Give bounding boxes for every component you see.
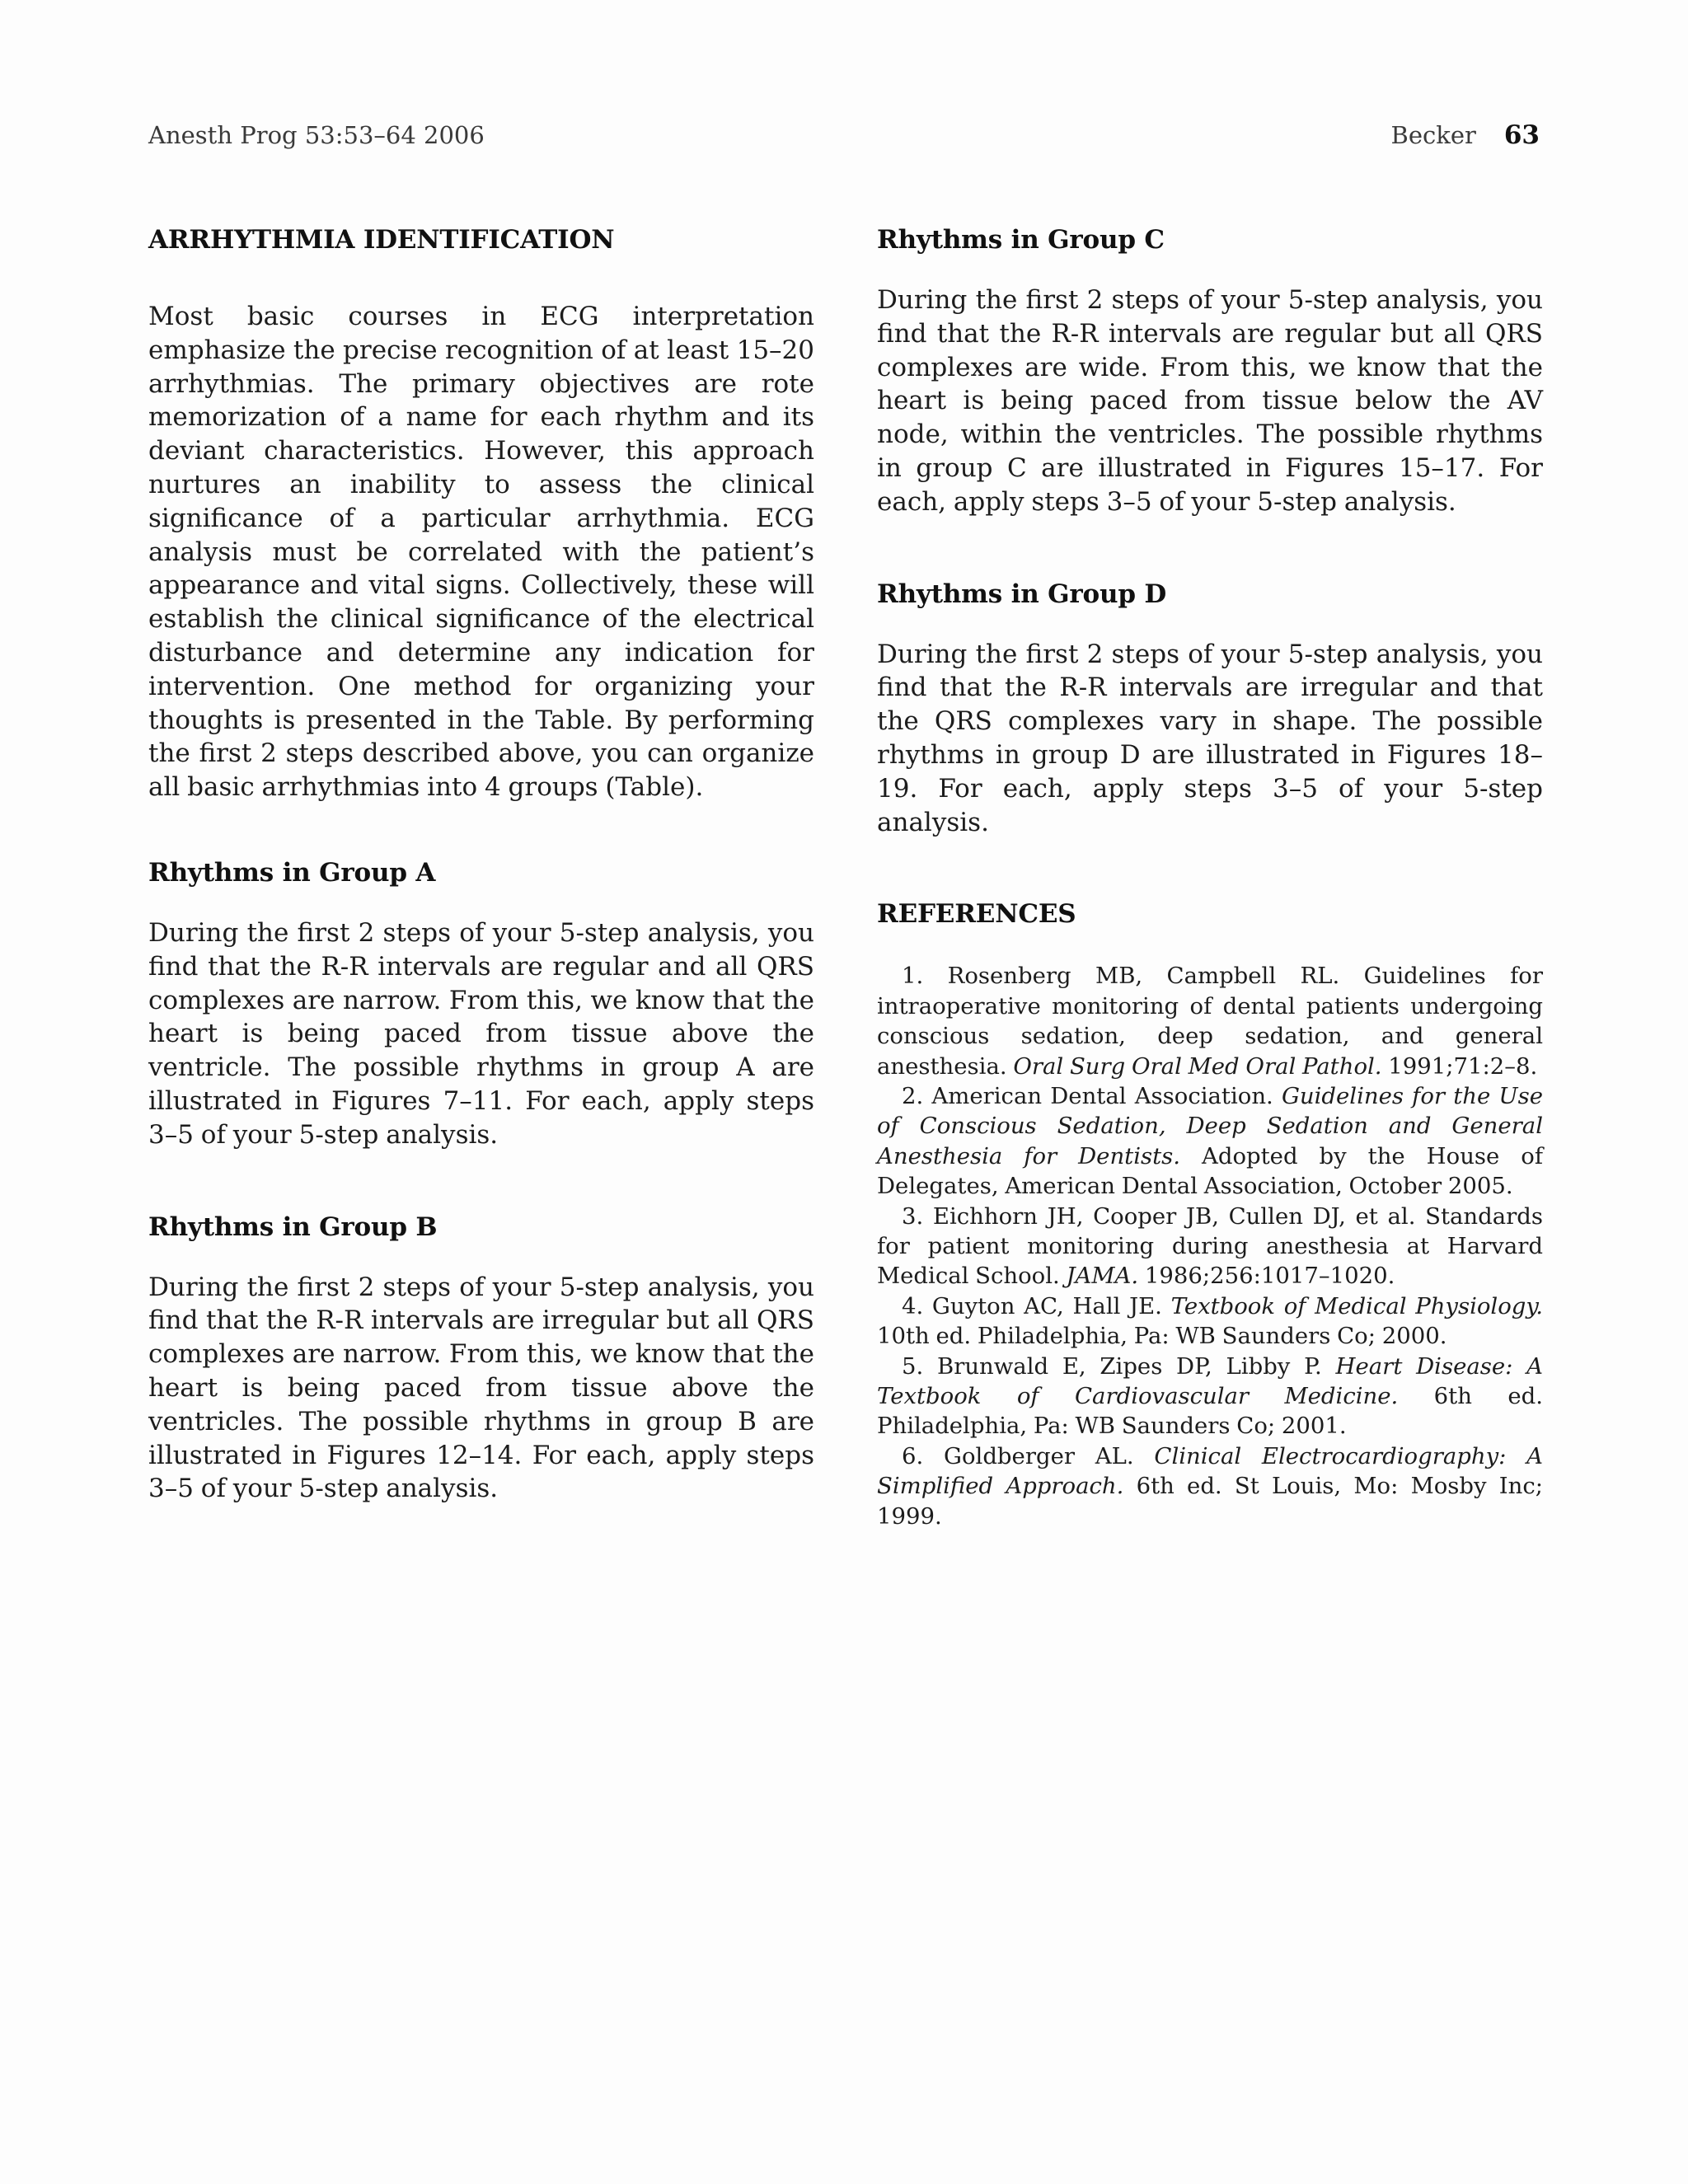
reference-item: 4. Guyton AC, Hall JE. Textbook of Medical Physiology. 10th ed. Philadelphia, Pa: WB Saunders Co; 2000. [877, 1292, 1543, 1350]
right-column [877, 223, 1543, 1531]
reference-item: 6. Goldberger AL. Clinical Electrocardiography: A Simplified Approach. 6th ed. St Louis, Mo: Mosby Inc; 1999. [877, 1442, 1544, 1530]
group-d-paragraph: During the first 2 steps of your 5-step analysis, you find that the R-R intervals are irregular and that the QRS complexes vary in shape. The possible rhythms in group D are illustrated in Figures 18–19. For each, apply steps 3–5 of your 5-step analysis. [877, 639, 1543, 837]
references-heading: REFERENCES [877, 899, 1076, 930]
group-b-heading: Rhythms in Group B [148, 1212, 438, 1242]
reference-list [877, 961, 1543, 1531]
group-d-heading: Rhythms in Group D [877, 579, 1167, 609]
reference-item: 5. Brunwald E, Zipes DP, Libby P. Heart Disease: A Textbook of Cardiovascular Medicine. 6th ed. Philadelphia, Pa: WB Saunders Co; 2001. [877, 1352, 1544, 1440]
group-c-paragraph: During the first 2 steps of your 5-step analysis, you find that the R-R intervals are regular but all QRS complexes are wide. From this, we know that the heart is being paced from tissue below the AV node, within the ventricles. The possible rhythms in group C are illustrated in Figures 15–17. For each, apply steps 3–5 of your 5-step analysis. [877, 285, 1543, 517]
journal-citation: Anesth Prog 53:53–64 2006 [148, 121, 485, 149]
group-a-heading: Rhythms in Group A [148, 857, 436, 888]
group-c-heading: Rhythms in Group C [877, 225, 1165, 255]
reference-item: 3. Eichhorn JH, Cooper JB, Cullen DJ, et al. Standards for patient monitoring during anesthesia at Harvard Medical School. JAMA. 1986;256:1017–1020. [877, 1202, 1543, 1290]
reference-item: 2. American Dental Association. Guidelines for the Use of Conscious Sedation, Deep Sedation and General Anesthesia for Dentists. Adopted by the House of Delegates, American Dental Association, October 2005. [877, 1082, 1543, 1200]
author-name: Becker [1390, 121, 1476, 149]
reference-item: 1. Rosenberg MB, Campbell RL. Guidelines for intraoperative monitoring of dental patients undergoing conscious sedation, deep sedation, and general anesthesia. Oral Surg Oral Med Oral Pathol. 1991;71:2–8. [877, 963, 1543, 1080]
group-a-paragraph: During the first 2 steps of your 5-step analysis, you find that the R-R intervals are regular and all QRS complexes are narrow. From this, we know that the heart is being paced from tissue above the ventricle. The possible rhythms in group A are illustrated in Figures 7–11. For each, apply steps 3–5 of your 5-step analysis. [148, 917, 814, 1150]
group-b-paragraph: During the first 2 steps of your 5-step analysis, you find that the R-R intervals are irregular but all QRS complexes are narrow. From this, we know that the heart is being paced from tissue above the ventricles. The possible rhythms in group B are illustrated in Figures 12–14. For each, apply steps 3–5 of your 5-step analysis. [148, 1272, 814, 1504]
author-page [1391, 119, 1540, 152]
left-column [148, 223, 814, 1506]
page-number: 63 [1503, 120, 1540, 150]
section-heading-arrhythmia-identification: ARRHYTHMIA IDENTIFICATION [148, 225, 615, 255]
intro-paragraph: Most basic courses in ECG interpretation emphasize the precise recognition of at least 15–20 arrhythmias. The primary objectives are rote memorization of a name for each rhythm and its deviant characteristics. However, this approach nurtures an inability to assess the clinical significance of a particular arrhythmia. ECG analysis must be correlated with the patient’s appearance and vital signs. Collectively, these will establish the clinical significance of the electrical disturbance and determine any indication for intervention. One method for organizing your thoughts is presented in the Table. By performing the first 2 steps described above, you can organize all basic arrhythmias into 4 groups (Table). [148, 302, 814, 803]
